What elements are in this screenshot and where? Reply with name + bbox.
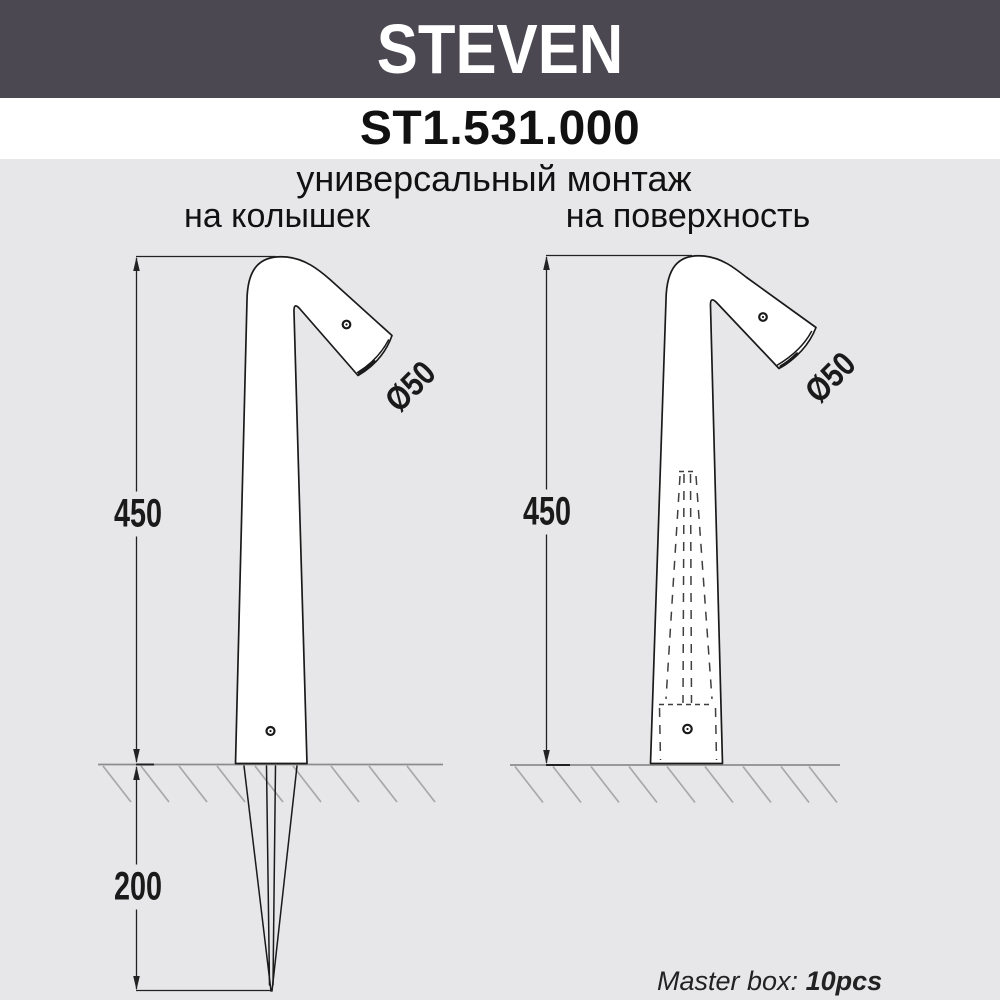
variant-label-stake: на колышек [184, 197, 370, 235]
screw-hole-icon [683, 725, 691, 733]
screw-hole-icon [267, 727, 275, 735]
master-box-note [657, 966, 882, 997]
brand-title: STEVEN [376, 10, 624, 88]
dimension-diameter-left: Ø50 [377, 353, 444, 420]
variant-label-surface: на поверхность [565, 197, 811, 235]
master-box-label: Master box: [657, 966, 799, 996]
right-ground [510, 765, 840, 803]
dimension-height-right: 450 [510, 490, 585, 535]
dimension-height-left: 450 [101, 492, 176, 537]
dimension-diameter-right: Ø50 [797, 344, 864, 411]
left-ground [98, 765, 443, 803]
ground-spike [244, 766, 297, 991]
model-number: ST1.531.000 [359, 102, 641, 155]
screw-hole-icon [759, 313, 767, 321]
dimension-spike-depth: 200 [101, 865, 176, 910]
left-lamp-drawing [236, 257, 393, 991]
right-lamp-drawing [651, 256, 817, 764]
mounting-subtitle: универсальный монтаж [296, 158, 692, 199]
master-box-quantity: 10pcs [805, 966, 883, 996]
screw-hole-icon [343, 321, 351, 329]
